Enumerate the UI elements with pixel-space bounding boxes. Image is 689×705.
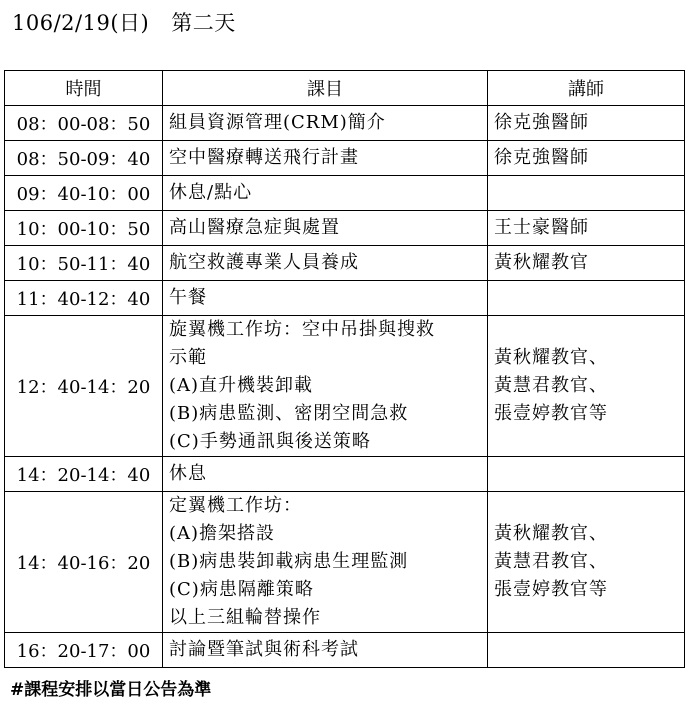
teacher-line: 徐克強醫師 [494, 147, 589, 168]
schedule-date: 106/2/19(日) [12, 11, 150, 35]
course-line: 高山醫療急症與處置 [169, 217, 340, 238]
course-line: 組員資源管理(CRM)簡介 [169, 112, 386, 133]
course-cell [163, 457, 488, 492]
teacher-line: 張壹婷教官等 [494, 579, 608, 600]
course-cell [163, 246, 488, 281]
course-line: 休息/點心 [169, 182, 253, 203]
teacher-line: 黃秋耀教官、 [494, 347, 608, 368]
header-teacher: 講師 [488, 71, 685, 106]
course-line: 空中醫療轉送飛行計畫 [169, 147, 359, 168]
course-line: 以上三組輪替操作 [169, 607, 321, 628]
schedule-footnote: #課程安排以當日公告為準 [10, 680, 212, 700]
course-line: 定翼機工作坊： [169, 495, 302, 516]
course-line: 示範 [169, 347, 207, 368]
header-course: 課目 [163, 71, 488, 106]
course-line: 旋翼機工作坊：空中吊掛與搜救 [169, 319, 435, 340]
course-line: 午餐 [169, 287, 207, 308]
course-cell [163, 281, 488, 316]
course-line: (C)病患隔離策略 [169, 579, 314, 600]
table-row [5, 633, 685, 668]
time-cell: 08：50-09：40 [5, 141, 163, 176]
schedule-day: 第二天 [171, 11, 236, 35]
course-cell [163, 316, 488, 457]
teacher-cell [488, 141, 685, 176]
teacher-cell [488, 492, 685, 633]
course-cell [163, 633, 488, 668]
course-line: 休息 [169, 463, 207, 484]
teacher-cell [488, 316, 685, 457]
teacher-line: 黃秋耀教官 [494, 252, 589, 273]
time-cell: 14：40-16：20 [5, 492, 163, 633]
schedule-heading [12, 8, 236, 38]
teacher-line: 王士豪醫師 [494, 217, 589, 238]
time-cell: 12：40-14：20 [5, 316, 163, 457]
teacher-cell [488, 457, 685, 492]
teacher-line: 黃秋耀教官、 [494, 523, 608, 544]
time-cell: 09：40-10：00 [5, 176, 163, 211]
time-cell: 10：00-10：50 [5, 211, 163, 246]
table-row [5, 316, 685, 457]
table-header-row [5, 71, 685, 106]
time-cell: 11：40-12：40 [5, 281, 163, 316]
teacher-cell [488, 211, 685, 246]
teacher-cell [488, 246, 685, 281]
table-row [5, 457, 685, 492]
teacher-line: 黃慧君教官、 [494, 375, 608, 396]
course-cell [163, 141, 488, 176]
course-cell [163, 211, 488, 246]
teacher-line: 黃慧君教官、 [494, 551, 608, 572]
time-cell: 16：20-17：00 [5, 633, 163, 668]
schedule-table [4, 70, 685, 668]
course-line: (C)手勢通訊與後送策略 [169, 431, 371, 452]
table-row [5, 246, 685, 281]
table-row [5, 141, 685, 176]
course-cell [163, 176, 488, 211]
table-row [5, 106, 685, 141]
course-cell [163, 492, 488, 633]
teacher-cell [488, 633, 685, 668]
course-line: (A)擔架搭設 [169, 523, 276, 544]
course-line: (B)病患監測、密閉空間急救 [169, 403, 409, 424]
course-line: 討論暨筆試與術科考試 [169, 639, 359, 660]
table-row [5, 492, 685, 633]
table-row [5, 211, 685, 246]
header-time: 時間 [5, 71, 163, 106]
teacher-cell [488, 281, 685, 316]
time-cell: 10：50-11：40 [5, 246, 163, 281]
course-cell [163, 106, 488, 141]
teacher-line: 張壹婷教官等 [494, 403, 608, 424]
teacher-cell [488, 176, 685, 211]
table-row [5, 281, 685, 316]
course-line: 航空救護專業人員養成 [169, 252, 359, 273]
course-line: (A)直升機裝卸載 [169, 375, 314, 396]
teacher-cell [488, 106, 685, 141]
time-cell: 08：00-08：50 [5, 106, 163, 141]
table-row [5, 176, 685, 211]
teacher-line: 徐克強醫師 [494, 112, 589, 133]
course-line: (B)病患裝卸載病患生理監測 [169, 551, 409, 572]
time-cell: 14：20-14：40 [5, 457, 163, 492]
